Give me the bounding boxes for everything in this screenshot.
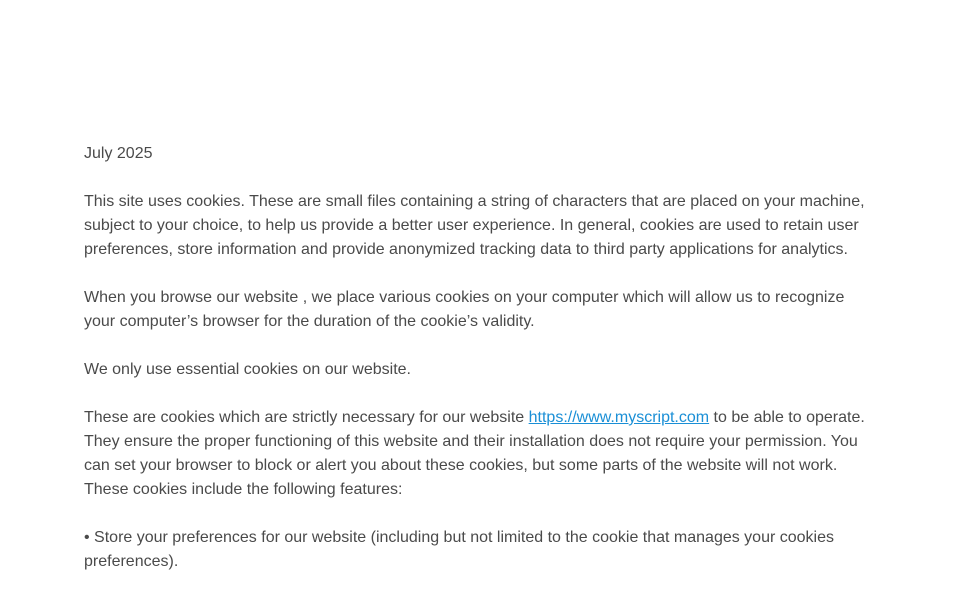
browse-paragraph: When you browse our website , we place various cookies on your computer which will allow us to recognize your computer’s browser for the duration of the cookie’s validity. [84,289,845,330]
necessary-paragraph [84,406,876,502]
necessary-text-after-link: to be able to operate. They ensure the proper functioning of this website and their installation does not require your permission. You can set your browser to block or alert you about these cookies, but some parts of the website will not work. These cookies include the following features: [84,409,865,498]
intro-paragraph: This site uses cookies. These are small files containing a string of characters that are placed on your machine, subject to your choice, to help us provide a better user experience. In general, cookies are used to retain user preferences, store information and provide anonymized tracking data to third party applications for analytics. [84,193,865,258]
cookie-policy-content [84,142,876,598]
essential-paragraph: We only use essential cookies on our website. [84,361,411,378]
website-link[interactable]: https://www.myscript.com [528,409,710,426]
policy-date: July 2025 [84,145,153,162]
necessary-text-before-link: These are cookies which are strictly necessary for our website [84,409,529,426]
feature-list-item: • Store your preferences for our website (including but not limited to the cookie that manages your cookies preferences). [84,529,834,570]
